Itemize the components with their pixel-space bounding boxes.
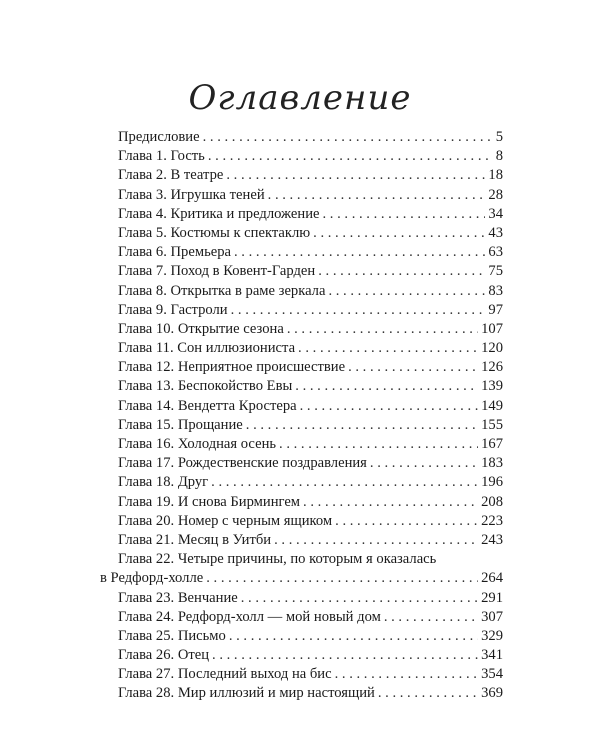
toc-entry-label: Глава 23. Венчание — [118, 589, 238, 606]
table-of-contents — [100, 128, 503, 704]
toc-entry — [118, 589, 503, 608]
toc-entry-label: Глава 8. Открытка в раме зеркала — [118, 282, 326, 299]
leader-dots — [348, 358, 478, 377]
leader-dots — [370, 454, 478, 473]
toc-entry-page: 18 — [488, 167, 503, 184]
toc-entry-label: Глава 11. Сон иллюзиониста — [118, 340, 296, 357]
leader-dots — [287, 320, 478, 339]
leader-dots — [274, 531, 478, 550]
leader-dots — [378, 684, 478, 703]
toc-entry-page: 329 — [481, 627, 503, 644]
toc-entry-label: Глава 22. Четыре причины, по которым я оказалась — [118, 551, 437, 568]
toc-entry-label: Глава 27. Последний выход на бис — [118, 666, 332, 683]
toc-entry — [118, 205, 503, 224]
toc-entry — [118, 627, 503, 646]
toc-entry-page: 341 — [481, 647, 503, 664]
toc-entry-page: 264 — [481, 570, 503, 587]
toc-entry-label: Глава 21. Месяц в Уитби — [118, 531, 272, 548]
toc-entry — [118, 377, 503, 396]
toc-entry-page: 149 — [481, 397, 503, 414]
toc-entry-label: Глава 20. Номер с черным ящиком — [118, 512, 333, 529]
toc-entry — [118, 416, 503, 435]
toc-entry-page: 167 — [481, 436, 503, 452]
toc-entry-page: 107 — [481, 320, 503, 337]
toc-entry-page: 126 — [481, 359, 503, 376]
toc-entry-label: Глава 24. Редфорд-холл — мой новый дом — [118, 608, 381, 625]
toc-entry-label: Глава 12. Неприятное происшествие — [118, 359, 346, 376]
leader-dots — [300, 397, 479, 416]
leader-dots — [226, 166, 485, 185]
toc-entry-label-continuation: в Редфорд-холле — [100, 570, 204, 587]
toc-entry — [118, 550, 503, 569]
toc-entry-label: Глава 9. Гастроли — [118, 301, 228, 318]
toc-entry — [118, 243, 503, 262]
leader-dots — [231, 301, 486, 320]
leader-dots — [279, 435, 478, 454]
toc-entry-page: 120 — [481, 340, 503, 357]
toc-entry-page: 97 — [488, 301, 503, 318]
toc-entry-page: 243 — [481, 531, 503, 548]
toc-entry — [118, 608, 503, 627]
leader-dots — [229, 627, 478, 646]
toc-entry — [118, 224, 503, 243]
toc-entry-page: 139 — [481, 378, 503, 395]
leader-dots — [206, 569, 478, 588]
toc-entry-page: 83 — [488, 282, 503, 299]
leader-dots — [298, 339, 478, 358]
leader-dots — [268, 186, 486, 205]
toc-entry-label: Глава 6. Премьера — [118, 244, 231, 261]
toc-entry — [118, 339, 503, 358]
toc-entry-page: 155 — [481, 416, 503, 433]
toc-entry — [118, 397, 503, 416]
toc-entry-page: 354 — [481, 666, 503, 683]
leader-dots — [313, 224, 485, 243]
toc-entry — [118, 128, 503, 147]
toc-entry-label: Глава 15. Прощание — [118, 416, 243, 433]
leader-dots — [335, 665, 479, 684]
toc-entry-label: Глава 3. Игрушка теней — [118, 186, 265, 203]
toc-entry-page: 307 — [481, 608, 503, 625]
toc-entry-label: Глава 13. Беспокойство Евы — [118, 378, 293, 395]
leader-dots — [335, 512, 478, 531]
toc-entry-label: Глава 26. Отец — [118, 647, 210, 664]
toc-entry — [118, 512, 503, 531]
toc-entry — [118, 186, 503, 205]
toc-entry-page: 75 — [488, 263, 503, 280]
toc-entry-page: 183 — [481, 455, 503, 472]
toc-entry-label: Глава 19. И снова Бирмингем — [118, 493, 301, 510]
leader-dots — [234, 243, 485, 262]
leader-dots — [384, 608, 478, 627]
toc-entry — [118, 358, 503, 377]
toc-entry-page: 63 — [488, 244, 503, 261]
toc-entry-label: Глава 5. Костюмы к спектаклю — [118, 224, 311, 241]
leader-dots — [211, 473, 478, 492]
toc-entry-label: Глава 14. Вендетта Кростера — [118, 397, 297, 414]
leader-dots — [328, 282, 485, 301]
toc-entry — [118, 262, 503, 281]
toc-entry — [118, 665, 503, 684]
toc-entry-label: Глава 2. В театре — [118, 167, 224, 184]
leader-dots — [203, 128, 493, 147]
leader-dots — [303, 493, 478, 512]
toc-entry-label: Глава 28. Мир иллюзий и мир настоящий — [118, 685, 375, 702]
toc-entry — [118, 684, 503, 703]
toc-entry — [118, 435, 503, 454]
leader-dots — [212, 646, 478, 665]
toc-entry-page: 8 — [495, 148, 503, 165]
toc-title: Оглавление — [188, 78, 412, 118]
toc-entry-label: Глава 7. Поход в Ковент-Гарден — [118, 263, 316, 280]
toc-entry-page: 196 — [481, 474, 503, 491]
toc-entry-page: 223 — [481, 512, 503, 529]
toc-entry-page: 43 — [488, 224, 503, 241]
toc-entry — [118, 646, 503, 665]
toc-entry-label: Глава 1. Гость — [118, 148, 205, 165]
toc-entry-label: Глава 17. Рождественские поздравления — [118, 455, 367, 472]
toc-entry-page: 291 — [481, 589, 503, 606]
toc-entry — [118, 166, 503, 185]
toc-entry — [118, 531, 503, 550]
toc-entry — [118, 473, 503, 492]
leader-dots — [246, 416, 478, 435]
leader-dots — [323, 205, 486, 224]
toc-entry — [118, 282, 503, 301]
toc-entry — [118, 301, 503, 320]
leader-dots — [241, 589, 478, 608]
toc-entry-label: Глава 10. Открытие сезона — [118, 320, 284, 337]
toc-entry-page: 28 — [488, 186, 503, 203]
leader-dots — [295, 377, 478, 396]
toc-entry-label: Предисловие — [118, 129, 200, 145]
toc-entry-label: Глава 25. Письмо — [118, 627, 226, 644]
toc-entry — [118, 147, 503, 166]
toc-entry-page: 5 — [495, 129, 503, 145]
toc-entry-label: Глава 18. Друг — [118, 474, 209, 491]
toc-entry — [118, 493, 503, 512]
toc-entry-page: 369 — [481, 685, 503, 702]
toc-entry-label: Глава 16. Холодная осень — [118, 436, 277, 452]
leader-dots — [318, 262, 485, 281]
leader-dots — [208, 147, 493, 166]
toc-entry-continuation — [100, 569, 503, 588]
toc-entry-label: Глава 4. Критика и предложение — [118, 205, 320, 222]
toc-entry — [118, 454, 503, 473]
toc-entry — [118, 320, 503, 339]
toc-entry-page: 34 — [488, 205, 503, 222]
toc-entry-page: 208 — [481, 493, 503, 510]
